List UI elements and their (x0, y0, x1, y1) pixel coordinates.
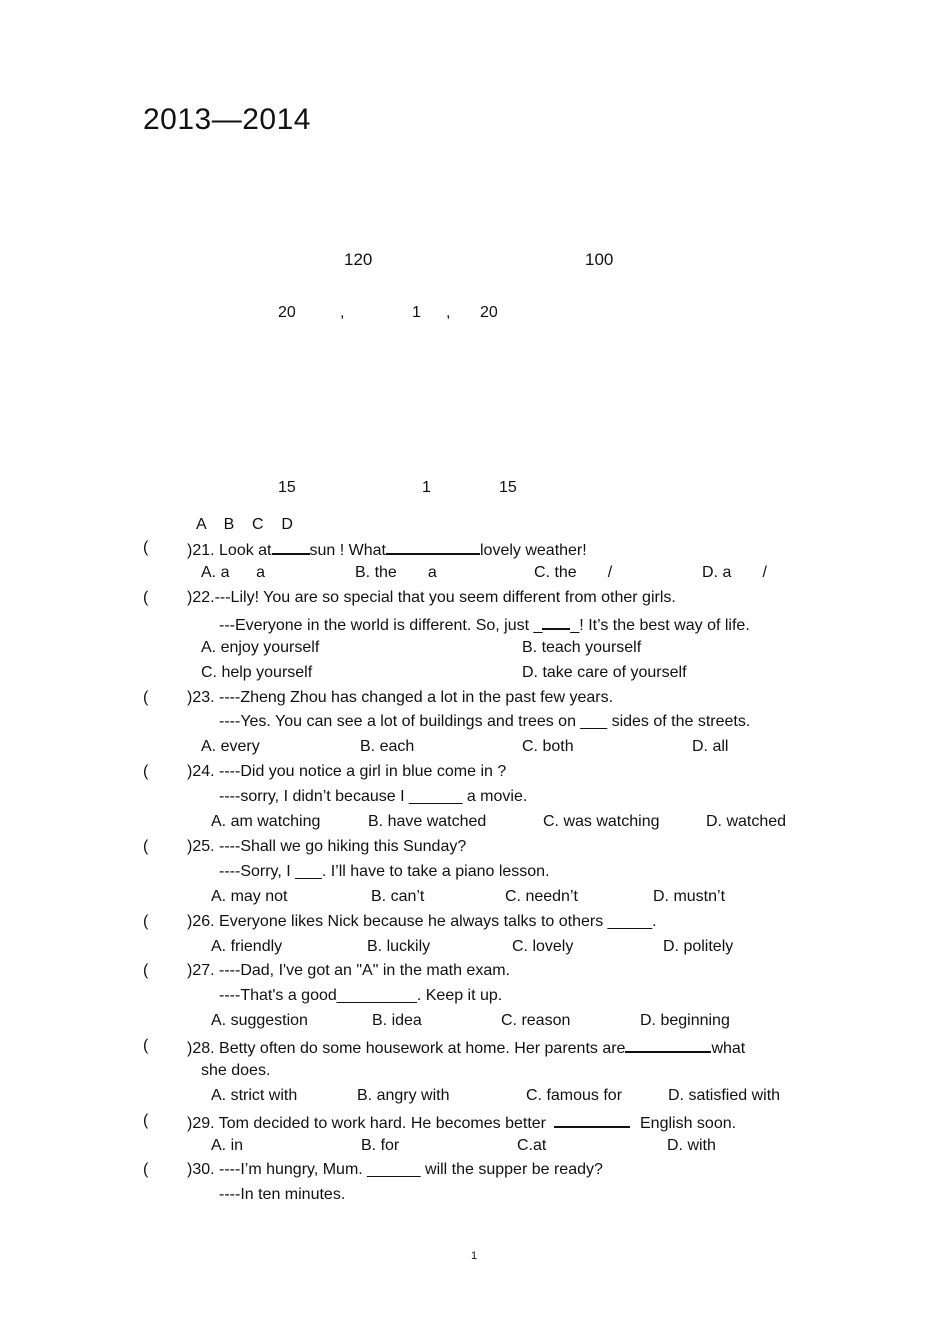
info-comma-a: , (340, 304, 345, 321)
option-d: D. all (692, 738, 729, 755)
option-b: B. idea (372, 1012, 422, 1029)
question-28-line1 (187, 1037, 745, 1058)
question-30-line1: )30. ----I’m hungry, Mum. ______ will the supper be ready? (187, 1161, 603, 1178)
option-d: D. take care of yourself (522, 664, 687, 681)
q28-text-post: what (711, 1040, 746, 1057)
option-c: C. was watching (543, 813, 660, 830)
answer-paren: ( (143, 589, 149, 606)
page-number: 1 (471, 1250, 478, 1262)
option-letters: A B C D (196, 516, 293, 533)
option-b: B. teach yourself (522, 639, 642, 656)
option-d: D. with (667, 1137, 716, 1154)
option-d: D. a / (702, 564, 767, 581)
option-a: A. suggestion (211, 1012, 308, 1029)
question-21 (187, 539, 587, 560)
option-a: A. may not (211, 888, 288, 905)
option-d: D. watched (706, 813, 787, 830)
question-25-line1: )25. ----Shall we go hiking this Sunday? (187, 838, 467, 855)
option-b: B. have watched (368, 813, 487, 830)
q22-text-pre: ---Everyone in the world is different. So, just _ (219, 617, 543, 634)
option-a: A. am watching (211, 813, 321, 830)
option-a: A. enjoy yourself (201, 639, 320, 656)
option-b: B. angry with (357, 1087, 450, 1104)
blank (386, 539, 480, 555)
section-points-each: 1 (422, 479, 431, 496)
option-a: A. every (201, 738, 260, 755)
option-c: C. reason (501, 1012, 571, 1029)
option-b: B. luckily (367, 938, 431, 955)
q28-text-pre: )28. Betty often do some housework at home. Her parents are (187, 1040, 626, 1057)
question-28-line2: she does. (201, 1062, 271, 1079)
question-24-line2: ----sorry, I didn’t because I ______ a movie. (219, 788, 528, 805)
section-count: 15 (278, 479, 296, 496)
q21-text-post: lovely weather! (479, 542, 587, 559)
blank (554, 1112, 630, 1128)
option-b: B. can’t (371, 888, 425, 905)
exam-time: 100 (585, 250, 614, 269)
question-27-line1: )27. ----Dad, I've got an "A" in the math exam. (187, 962, 510, 979)
answer-paren: ( (143, 689, 149, 706)
question-25-line2: ----Sorry, I ___. I’ll have to take a piano lesson. (219, 863, 550, 880)
blank (625, 1037, 711, 1053)
option-a: A. strict with (211, 1087, 298, 1104)
option-c: C. needn’t (505, 888, 578, 905)
info-comma-b: , (446, 304, 451, 321)
option-a: A. in (211, 1137, 244, 1154)
info-number-b: 1 (412, 304, 421, 321)
blank (542, 614, 570, 630)
answer-paren: ( (143, 1161, 149, 1178)
option-c: C. help yourself (201, 664, 313, 681)
option-c: C. the / (534, 564, 613, 581)
q21-text-pre: )21. Look at (187, 542, 272, 559)
question-22-line2 (219, 614, 750, 635)
q21-text-mid: sun ! What (309, 542, 386, 559)
answer-paren: ( (143, 962, 149, 979)
question-27-line2: ----That's a good_________. Keep it up. (219, 987, 503, 1004)
info-number-c: 20 (480, 304, 498, 321)
question-23-line1: )23. ----Zheng Zhou has changed a lot in the past few years. (187, 689, 614, 706)
option-d: D. mustn’t (653, 888, 726, 905)
q29-text-post: English soon. (640, 1115, 737, 1132)
option-b: B. each (360, 738, 415, 755)
option-a: A. a a (201, 564, 266, 581)
answer-paren: ( (143, 763, 149, 780)
answer-paren: ( (143, 1112, 149, 1129)
option-b: B. the a (355, 564, 437, 581)
answer-paren: ( (143, 838, 149, 855)
question-29-line1 (187, 1112, 736, 1133)
info-number-a: 20 (278, 304, 296, 321)
section-total: 15 (499, 479, 517, 496)
question-30-line2: ----In ten minutes. (219, 1186, 346, 1203)
answer-paren: ( (143, 539, 149, 556)
option-c: C. both (522, 738, 574, 755)
option-c: C. famous for (526, 1087, 623, 1104)
question-22-line1: )22.---Lily! You are so special that you seem different from other girls. (187, 589, 676, 606)
option-c: C.at (517, 1137, 547, 1154)
option-d: D. beginning (640, 1012, 730, 1029)
option-d: D. politely (663, 938, 734, 955)
question-24-line1: )24. ----Did you notice a girl in blue come in ? (187, 763, 507, 780)
q29-text-pre: )29. Tom decided to work hard. He becomes better (187, 1115, 546, 1132)
option-b: B. for (361, 1137, 400, 1154)
blank (272, 539, 310, 555)
q22-text-post: _! It’s the best way of life. (570, 617, 750, 634)
answer-paren: ( (143, 913, 149, 930)
year-title: 2013—2014 (143, 103, 311, 136)
question-26-line1: )26. Everyone likes Nick because he always talks to others _____. (187, 913, 657, 930)
question-23-line2: ----Yes. You can see a lot of buildings and trees on ___ sides of the streets. (219, 713, 751, 730)
option-c: C. lovely (512, 938, 574, 955)
option-a: A. friendly (211, 938, 283, 955)
total-score: 120 (344, 250, 373, 269)
option-d: D. satisfied with (668, 1087, 781, 1104)
answer-paren: ( (143, 1037, 149, 1054)
